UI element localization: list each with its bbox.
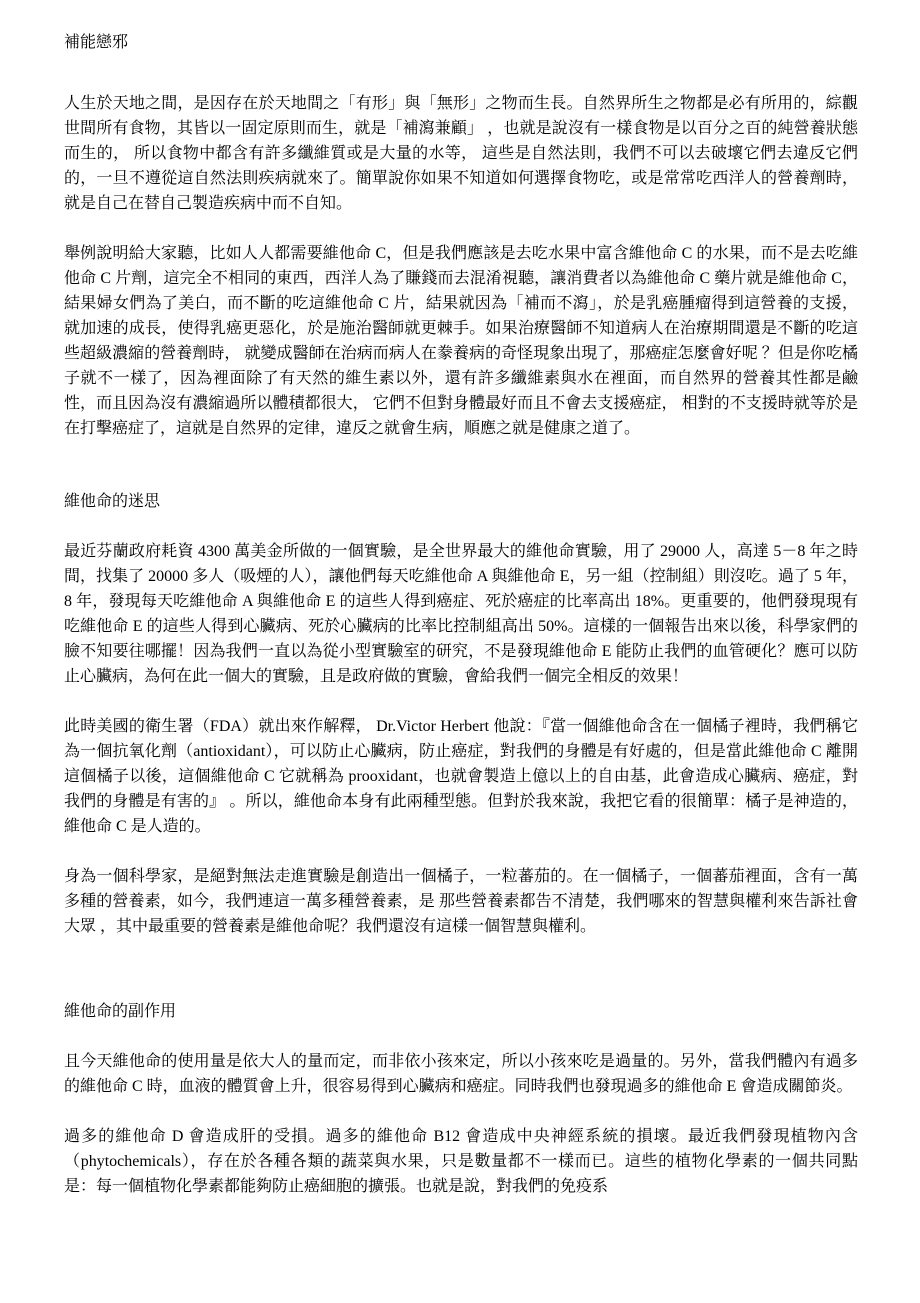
side-effects-paragraph-1: 且今天維他命的使用量是依大人的量而定，而非依小孩來定，所以小孩來吃是過量的。另外，當我們體內有過多的維他命 C 時，血液的體質會上升，很容易得到心臟病和癌症。同時我們也發現過多的維他命 E 會造成關節炎。	[64, 1053, 858, 1095]
intro-paragraph-1: 人生於天地之間，是因存在於天地間之「有形」與「無形」之物而生長。自然界所生之物都是必有所用的，綜觀世間所有食物，其皆以一固定原則而生，就是「補瀉兼顧」 ，也就是說沒有一樣食物是以百分之百的純營養狀態而生的， 所以食物中都含有許多纖維質或是大量的水等， 這些是自然法則，我們不可以去破壞它們去違反它們的，一旦不遵從這自然法則疾病就來了。簡單說你如果不知道如何選擇食物吃，或是常常吃西洋人的營養劑時，就是自己在替自己製造疾病中而不自知。	[64, 95, 858, 212]
vitamin-myth-paragraph-2: 此時美國的衛生署（FDA）就出來作解釋， Dr.Victor Herbert 他說：『當一個維他命含在一個橘子裡時，我們稱它為一個抗氧化劑（antioxidant），可以防止心臟病，防止癌症，對我們的身體是有好處的，但是當此維他命 C 離開這個橘子以後，這個維他命 C 它就稱為 prooxidant，也就會製造上億以上的自由基，此會造成心臟病、癌症，對我們的身體是有害的』 。所以，維他命本身有此兩種型態。但對於我來說，我把它看的很簡單：橘子是神造的，維他命 C 是人造的。	[64, 718, 858, 835]
intro-paragraph-2: 舉例說明給大家聽，比如人人都需要維他命 C，但是我們應該是去吃水果中富含維他命 C 的水果，而不是去吃維他命 C 片劑，這完全不相同的東西，西洋人為了賺錢而去混淆視聽，讓消費者以為維他命 C 藥片就是維他命 C，結果婦女們為了美白，而不斷的吃這維他命 C 片，結果就因為「補而不瀉」，於是乳癌腫瘤得到這營養的支援，就加速的成長，使得乳癌更惡化，於是施治醫師就更棘手。如果治療醫師不知道病人在治療期間還是不斷的吃這些超級濃縮的營養劑時， 就變成醫師在治病而病人在豢養病的奇怪現象出現了，那癌症怎麼會好呢 ？但是你吃橘子就不一樣了，因為裡面除了有天然的維生素以外，還有許多纖維素與水在裡面，而自然界的營養其性都是鹼性，而且因為沒有濃縮過所以體積都很大， 它們不但對身體最好而且不會去支援癌症， 相對的不支援時就等於是在打擊癌症了，這就是自然界的定律，違反之就會生病，順應之就是健康之道了。	[64, 245, 858, 437]
document-title: 補能戀邪	[64, 34, 129, 51]
side-effects-paragraph-2: 過多的維他命 D 會造成肝的受損。過多的維他命 B12 會造成中央神經系統的損壞。最近我們發現植物內含（phytochemicals），存在於各種各類的蔬菜與水果，只是數量都不一樣而已。這些的植物化學素的一個共同點是：每一個植物化學素都能夠防止癌細胞的擴張。也就是說，對我們的免疫系	[64, 1128, 858, 1195]
section-heading-vitamin-side-effects: 維他命的副作用	[64, 1003, 177, 1020]
section-heading-vitamin-myth: 維他命的迷思	[64, 493, 161, 510]
vitamin-myth-paragraph-3: 身為一個科學家，是絕對無法走進實驗是創造出一個橘子，一粒蕃茄的。在一個橘子，一個蕃茄裡面，含有一萬多種的營養素，如今，我們連這一萬多種營養素，是 那些營養素都告不清楚，我們哪來的智慧與權利來告訴社會大眾 ，其中最重要的營養素是維他命呢？我們還沒有這樣一個智慧與權利。	[64, 868, 858, 935]
vitamin-myth-paragraph-1: 最近芬蘭政府耗資 4300 萬美金所做的一個實驗，是全世界最大的維他命實驗，用了 29000 人，高達 5－8 年之時間，找集了 20000 多人（吸煙的人），讓他們每天吃維他命 A 與維他命 E，另一組（控制組）則沒吃。過了 5 年，8 年，發現每天吃維他命 A 與維他命 E 的這些人得到癌症、死於癌症的比率高出 18%。更重要的，他們發現現有吃維他命 E 的這些人得到心臟病、死於心臟病的比率比控制組高出 50%。這樣的一個報告出來以後，科學家們的臉不知要往哪擺！因為我們一直以為從小型實驗室的研究，不是發現維他命 E 能防止我們的血管硬化？應可以防止心臟病，為何在此一個大的實驗，且是政府做的實驗，會給我們一個完全相反的效果！	[64, 543, 858, 685]
